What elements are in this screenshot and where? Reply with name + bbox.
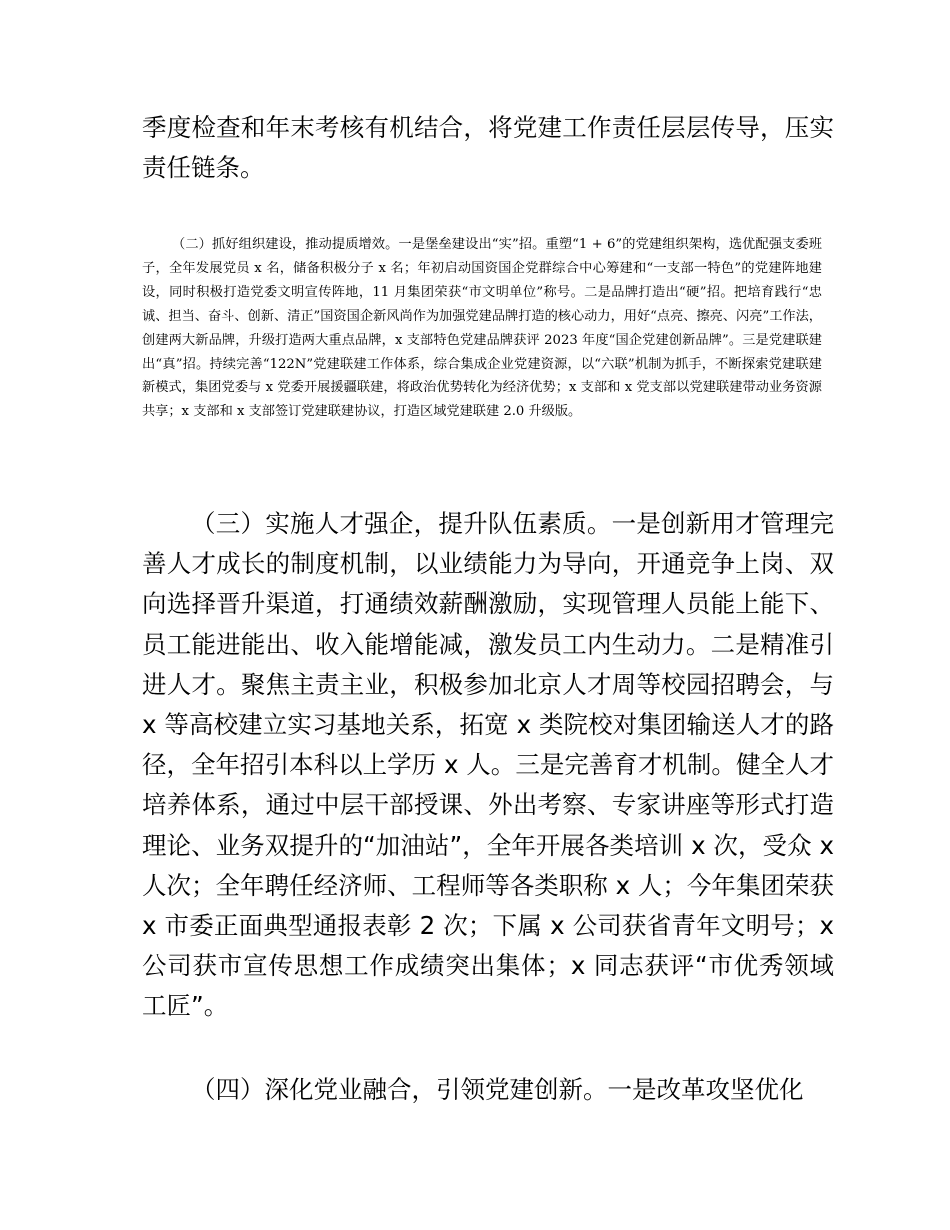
paragraph-talent-strategy: （三）实施人才强企，提升队伍素质。一是创新用才管理完善人才成长的制度机制，以业绩能力为导向，开通竞争上岗、双向选择晋升渠道，打通绩效薪酬激励，实现管理人员能上能下、员工能进能出、收入能增能减，激发员工内生动力。二是精准引进人才。聚焦主责主业，积极参加北京人才周等校园招聘会，与 x 等高校建立实习基地关系，拓宽 x 类院校对集团输送人才的路径，全年招引本科以上学历 x 人。三是完善育才机制。健全人才培养体系，通过中层干部授课、外出考察、专家讲座等形式打造理论、业务双提升的“加油站”，全年开展各类培训 x 次，受众 x 人次；全年聘任经济师、工程师等各类职称 x 人；今年集团荣获 x 市委正面典型通报表彰 2 次；下属 x 公司获省青年文明号；x 公司获市宣传思想工作成绩突出集体；x 同志获评“市优秀领域工匠”。 <box>142 509 834 1021</box>
paragraph-organization-building: （二）抓好组织建设，推动提质增效。一是堡垒建设出“实”招。重塑“1 + 6”的党建组织架构，选优配强支委班子，全年发展党员 x 名，储备积极分子 x 名；年初启动国资国企党群综合中心筹建和“一支部一特色”的党建阵地建设，同时积极打造党委文明宣传阵地，11 月集团荣获“市文明单位”称号。二是品牌打造出“硬”招。把培育践行“忠诚、担当、奋斗、创新、清正”国资国企新风尚作为加强党建品牌打造的核心动力，用好“点亮、擦亮、闪亮”工作法，创建两大新品牌，升级打造两大重点品牌，x 支部特色党建品牌获评 2023 年度“国企党建创新品牌”。三是党建联建出“真”招。持续完善“122N”党建联建工作体系，综合集成企业党建资源，以“六联”机制为抓手，不断探索党建联建新模式，集团党委与 x 党委开展援疆联建，将政治优势转化为经济优势；x 支部和 x 党支部以党建联建带动业务资源共享；x 支部和 x 支部签订党建联建协议，打造区域党建联建 2.0 升级版。 <box>142 237 822 420</box>
paragraph-continuation: 季度检查和年末考核有机结合，将党建工作责任层层传导，压实责任链条。 <box>142 113 834 183</box>
paragraph-party-business-integration: （四）深化党业融合，引领党建创新。一是改革攻坚优化 <box>191 1075 804 1104</box>
